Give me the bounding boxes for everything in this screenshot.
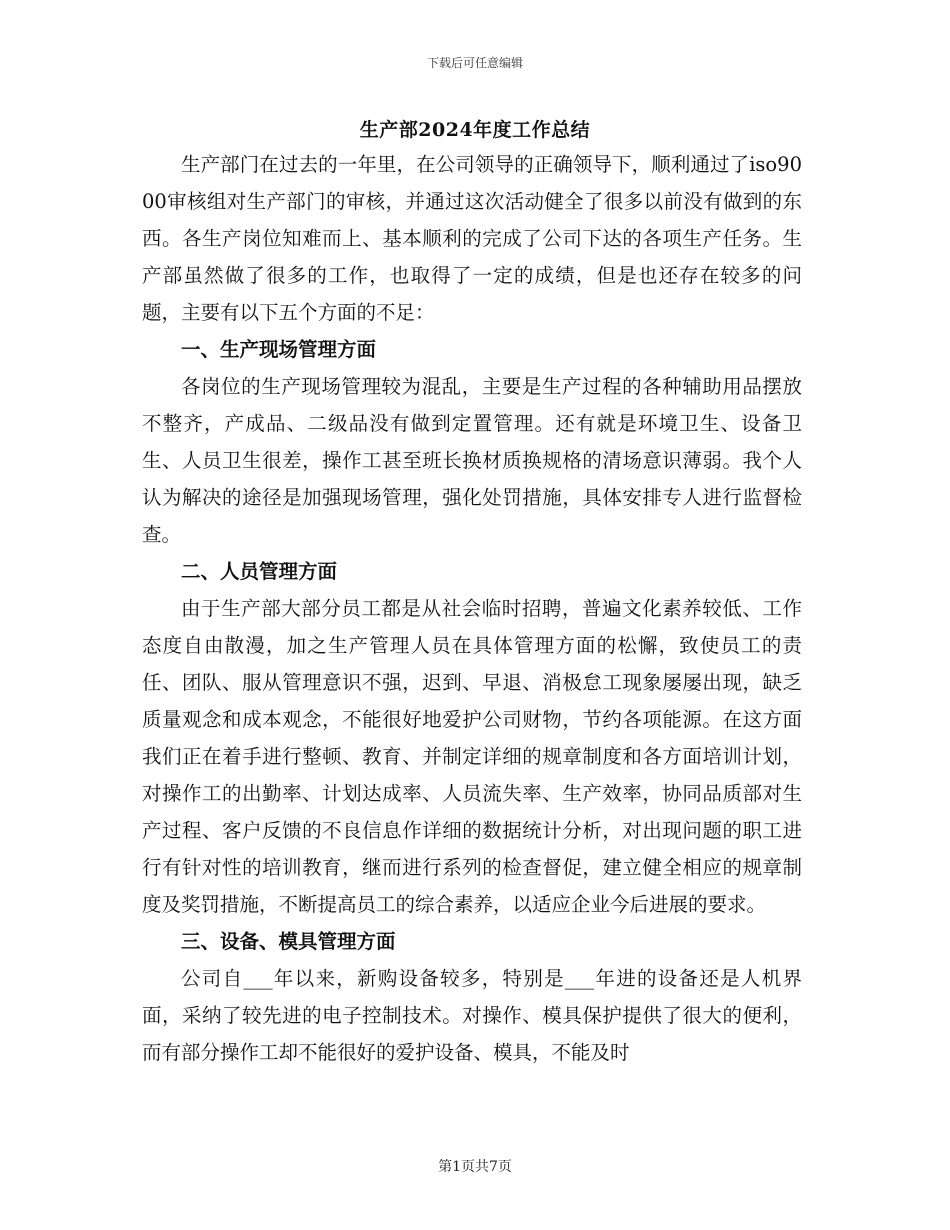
section-body-site-management: 各岗位的生产现场管理较为混乱，主要是生产过程的各种辅助用品摆放不整齐，产成品、二级品没有做到定置管理。还有就是环境卫生、设备卫生、人员卫生很差，操作工甚至班长换材质换规格的清场意识薄弱。我个人认为解决的途径是加强现场管理，强化处罚措施，具体安排专人进行监督检查。 [142, 375, 802, 546]
section-heading-personnel-management: 二、人员管理方面 [181, 560, 338, 583]
section-heading-equipment-management: 三、设备、模具管理方面 [181, 930, 396, 953]
document-title: 生产部2024年度工作总结 [359, 119, 591, 141]
section-body-equipment-management: 公司自___年以来，新购设备较多，特别是___年进的设备还是人机界面，采纳了较先进的电子控制技术。对操作、模具保护提供了很大的便利，而有部分操作工却不能很好的爱护设备、模具，不能及时 [142, 967, 802, 1064]
header-note: 下载后可任意编辑 [426, 56, 523, 70]
document-body [142, 146, 802, 1071]
intro-paragraph: 生产部门在过去的一年里，在公司领导的正确领导下，顺利通过了iso9000审核组对生产部门的审核，并通过这次活动健全了很多以前没有做到的东西。各生产岗位知难而上、基本顺利的完成了公司下达的各项生产任务。生产部虽然做了很多的工作，也取得了一定的成绩，但是也还存在较多的问题，主要有以下五个方面的不足： [142, 153, 802, 324]
page-footer: 第1页共7页 [438, 1159, 512, 1175]
section-body-personnel-management: 由于生产部大部分员工都是从社会临时招聘，普遍文化素养较低、工作态度自由散漫，加之生产管理人员在具体管理方面的松懈，致使员工的责任、团队、服从管理意识不强，迟到、早退、消极怠工现象屡屡出现，缺乏质量观念和成本观念，不能很好地爱护公司财物，节约各项能源。在这方面我们正在着手进行整顿、教育、并制定详细的规章制度和各方面培训计划，对操作工的出勤率、计划达成率、人员流失率、生产效率，协同品质部对生产过程、客户反馈的不良信息作详细的数据统计分析，对出现问题的职工进行有针对性的培训教育，继而进行系列的检查督促，建立健全相应的规章制度及奖罚措施，不断提高员工的综合素养，以适应企业今后进展的要求。 [142, 597, 802, 916]
section-heading-site-management: 一、生产现场管理方面 [181, 338, 377, 361]
